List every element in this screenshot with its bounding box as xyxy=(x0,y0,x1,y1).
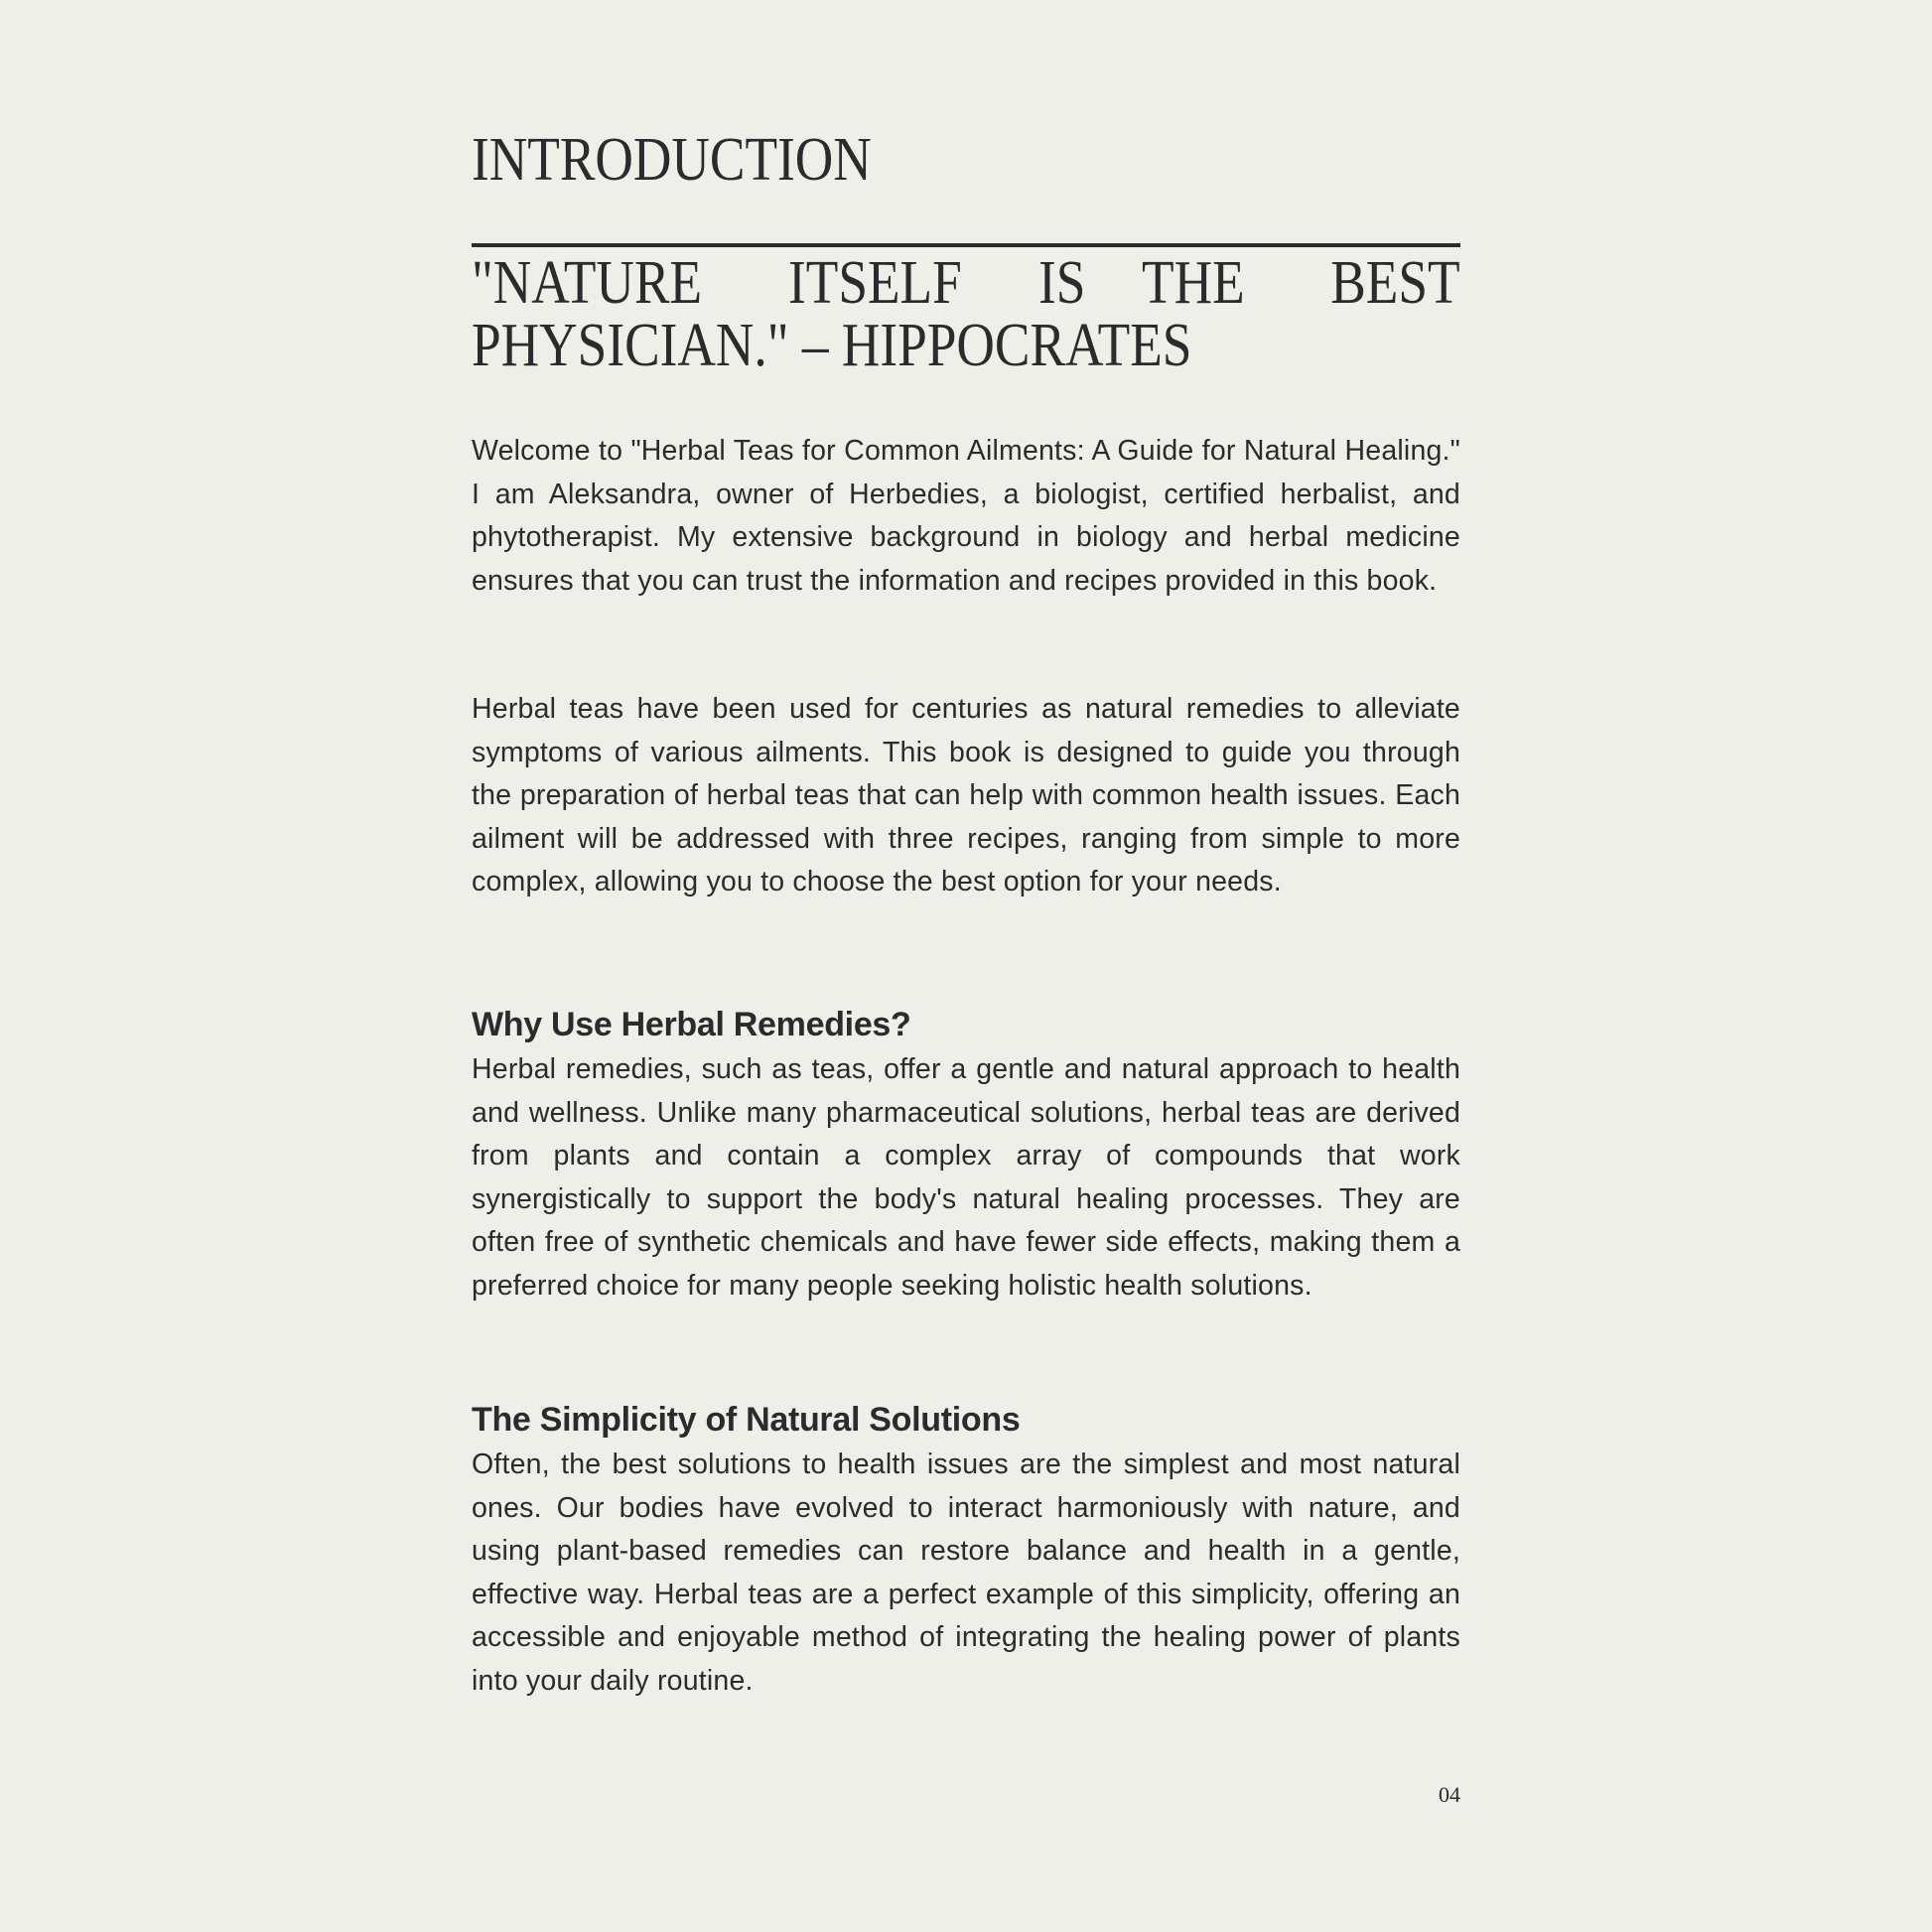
section-body-why-herbal: Herbal remedies, such as teas, offer a gentle and natural approach to health and wellness. Unlike many pharmaceutical solutions, herbal teas are derived from plants and contain a complex array of compounds that work synergistically to support the body's natural healing processes. They are often free of synthetic chemicals and have fewer side effects, making them a preferred choice for many people seeking holistic health solutions. xyxy=(472,1053,1460,1302)
intro-paragraph: Welcome to "Herbal Teas for Common Ailments: A Guide for Natural Healing." I am Aleksandra, owner of Herbedies, a biologist, certified herbalist, and phytotherapist. My extensive background in biology and herbal medicine ensures that you can trust the information and recipes provided in this book. xyxy=(472,435,1460,597)
quote-word: "NATURE xyxy=(472,249,703,317)
divider-rule xyxy=(472,243,1460,247)
section-heading-simplicity: The Simplicity of Natural Solutions xyxy=(472,1401,1021,1439)
quote-line-2: PHYSICIAN." – HIPPOCRATES xyxy=(472,312,1192,379)
quote-word: THE xyxy=(1141,249,1245,317)
quote-word: ITSELF xyxy=(787,249,962,317)
section-body-simplicity: Often, the best solutions to health issues are the simplest and most natural ones. Our bodies have evolved to interact harmoniously with nature, and using plant-based remedies can restore balance and health in a gentle, effective way. Herbal teas are a perfect example of this simplicity, offering an accessible and enjoyable method of integrating the healing power of plants into your daily routine. xyxy=(472,1449,1460,1697)
quote-word: BEST xyxy=(1330,249,1460,317)
section-title: INTRODUCTION xyxy=(472,126,872,194)
page-number: 04 xyxy=(1439,1782,1460,1807)
section-heading-why-herbal: Why Use Herbal Remedies? xyxy=(472,1006,911,1043)
hippocrates-quote xyxy=(472,249,1460,379)
herbal-teas-paragraph: Herbal teas have been used for centuries as natural remedies to alleviate symptoms of various ailments. This book is designed to guide you through the preparation of herbal teas that can help with common health issues. Each ailment will be addressed with three recipes, ranging from simple to more complex, allowing you to choose the best option for your needs. xyxy=(472,693,1460,897)
quote-word: IS xyxy=(1037,249,1086,317)
quote-line-1 xyxy=(472,249,1460,317)
